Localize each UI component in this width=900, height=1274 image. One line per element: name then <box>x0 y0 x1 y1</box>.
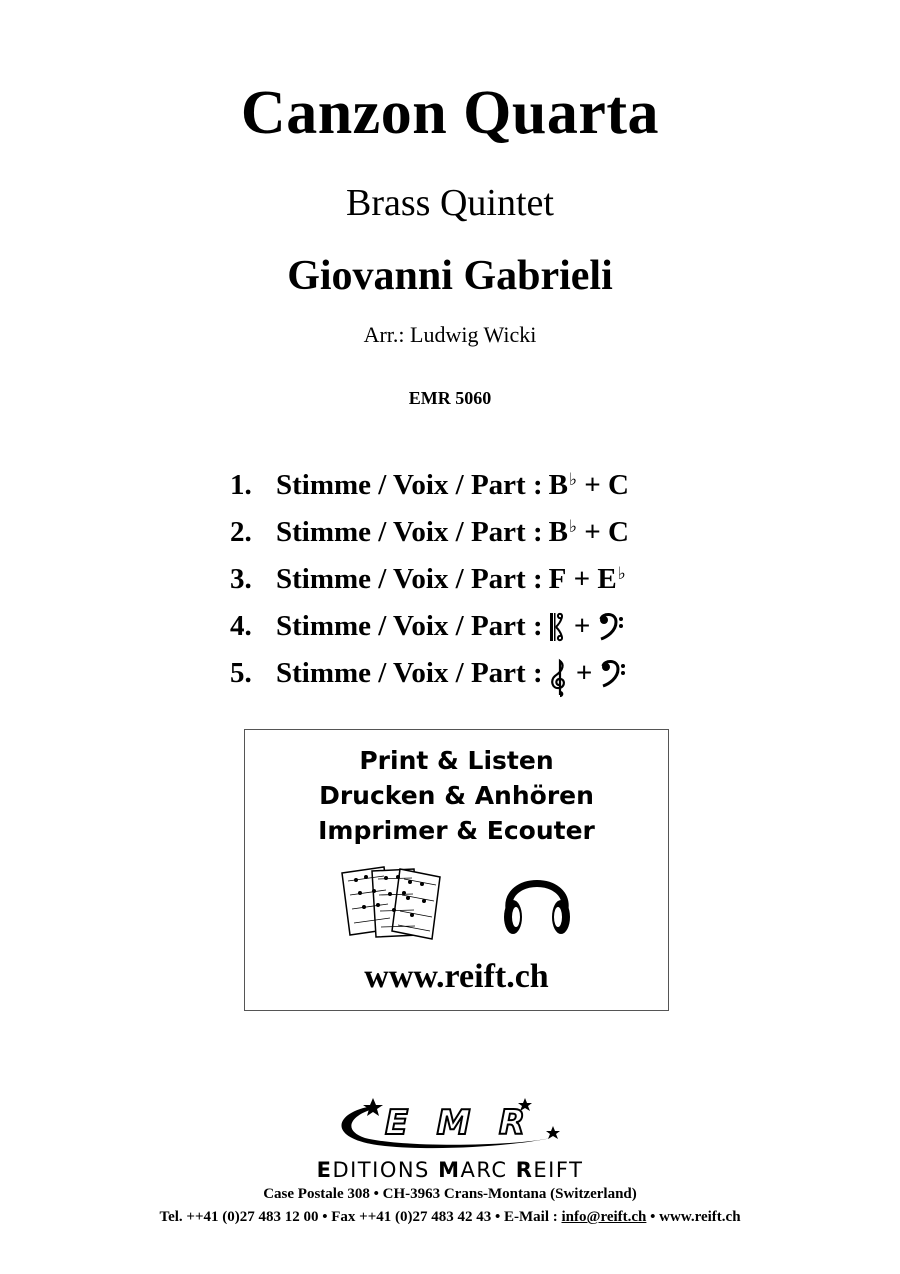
publisher-name <box>0 1158 900 1182</box>
flat-icon: ♭ <box>617 563 626 583</box>
part-row <box>230 509 750 556</box>
part-row <box>230 462 750 509</box>
catalog-number: EMR 5060 <box>408 388 492 408</box>
alto-clef-icon <box>549 612 567 642</box>
part-keys <box>549 516 629 549</box>
part-row <box>230 556 750 603</box>
part-number: 4. <box>230 610 252 642</box>
publisher-part-3: EIFT <box>533 1158 584 1182</box>
composer: Giovanni Gabrieli <box>287 253 613 299</box>
promo-line-1: Print & Listen <box>359 746 554 775</box>
part-number: 2. <box>230 516 252 548</box>
part-keys <box>549 610 624 643</box>
part-keys <box>549 650 626 698</box>
key-b: C <box>608 469 629 501</box>
promo-line-2: Drucken & Anhören <box>319 781 594 810</box>
key-b: C <box>608 516 629 548</box>
part-row <box>230 650 750 697</box>
email-link[interactable]: info@reift.ch <box>561 1209 647 1225</box>
part-label: Stimme / Voix / Part : <box>276 610 543 642</box>
page-title: Canzon Quarta <box>240 79 660 147</box>
promo-url[interactable]: www.reift.ch <box>364 958 549 995</box>
plus: + <box>584 516 601 548</box>
publisher-address: Case Postale 308 • CH-3963 Crans-Montana (Switzerland) <box>263 1186 637 1202</box>
publisher-initial-e: E <box>316 1158 333 1182</box>
key-b: E <box>597 563 617 595</box>
bass-clef-icon <box>598 612 624 642</box>
sheet-music-icon <box>338 865 450 941</box>
parts-list <box>230 462 750 697</box>
publisher-initial-r: R <box>515 1158 534 1182</box>
print-listen-box <box>244 729 669 1011</box>
publisher-part-1: DITIONS <box>332 1158 439 1182</box>
bass-clef-icon <box>600 659 626 689</box>
arranger: Arr.: Ludwig Wicki <box>363 322 537 347</box>
flat-icon: ♭ <box>568 469 577 489</box>
part-label: Stimme / Voix / Part : <box>276 563 543 595</box>
treble-clef-icon <box>549 658 569 698</box>
key-a: B <box>548 469 568 501</box>
part-label: Stimme / Voix / Part : <box>276 516 543 548</box>
emr-logo <box>325 1096 565 1154</box>
part-keys <box>549 563 626 596</box>
plus: + <box>575 657 593 689</box>
emr-logo-text: EMR <box>385 1103 525 1143</box>
part-number: 3. <box>230 563 252 595</box>
part-number: 5. <box>230 657 252 689</box>
part-label: Stimme / Voix / Part : <box>276 657 543 689</box>
publisher-part-2: ARC <box>460 1158 516 1182</box>
key-a: B <box>548 516 568 548</box>
part-row <box>230 603 750 650</box>
headphones-icon <box>499 865 575 941</box>
plus: + <box>573 563 591 595</box>
publisher-initial-m: M <box>438 1158 461 1182</box>
subtitle: Brass Quintet <box>346 182 554 224</box>
website-link[interactable]: • www.reift.ch <box>646 1209 741 1225</box>
contact-phone-fax: Tel. ++41 (0)27 483 12 00 • Fax ++41 (0)27 483 42 43 • E-Mail : <box>159 1209 562 1225</box>
flat-icon: ♭ <box>568 516 577 536</box>
part-label: Stimme / Voix / Part : <box>276 469 543 501</box>
part-number: 1. <box>230 469 252 501</box>
plus: + <box>573 610 591 642</box>
promo-line-3: Imprimer & Ecouter <box>318 816 595 845</box>
part-keys <box>549 469 629 502</box>
key-a: F <box>548 563 567 595</box>
publisher-contact <box>0 1209 900 1226</box>
plus: + <box>584 469 601 501</box>
